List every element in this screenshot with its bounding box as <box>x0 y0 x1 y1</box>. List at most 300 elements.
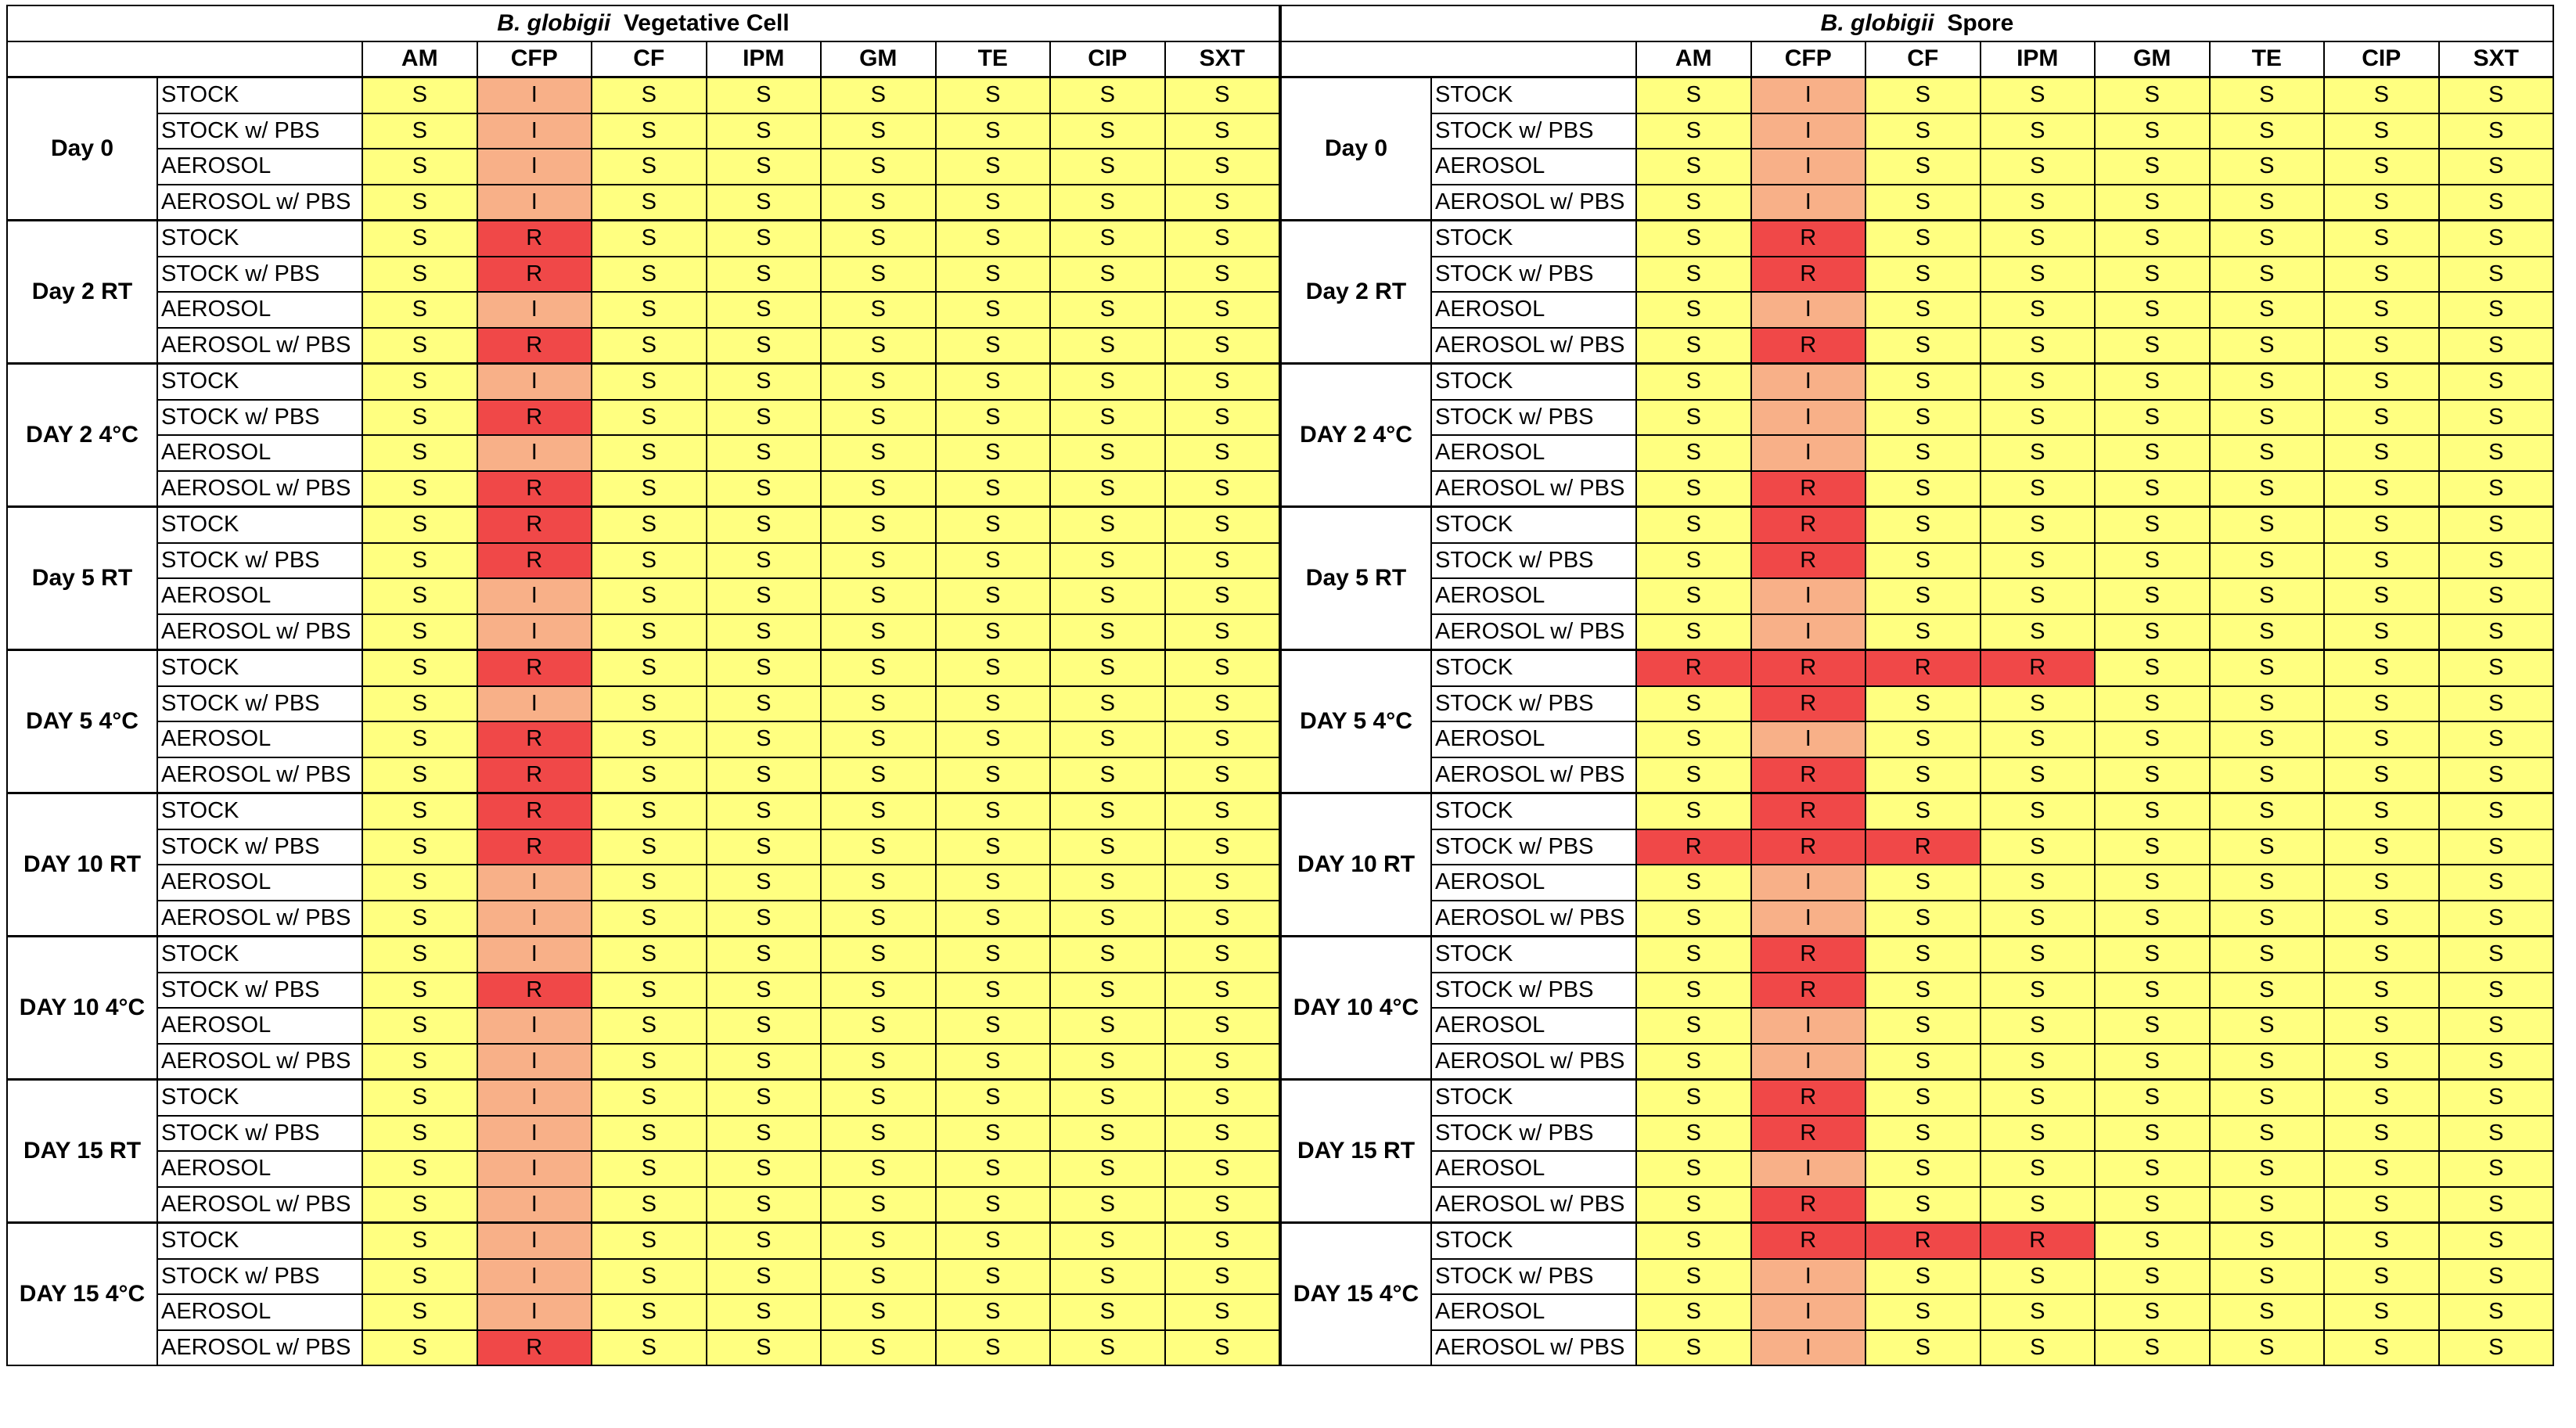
condition-label: STOCK w/ PBS <box>1431 543 1636 579</box>
result-cell: S <box>1050 328 1165 364</box>
result-cell: S <box>1050 937 1165 973</box>
result-cell: S <box>2095 1187 2210 1223</box>
result-cell: S <box>1981 901 2096 937</box>
condition-label: STOCK w/ PBS <box>1431 1259 1636 1295</box>
result-cell: S <box>2210 1223 2325 1259</box>
result-cell: S <box>1165 793 1280 829</box>
table-row <box>7 1080 1279 1116</box>
result-cell: S <box>936 507 1051 543</box>
condition-label: STOCK <box>157 793 362 829</box>
condition-label: AEROSOL <box>157 1294 362 1330</box>
result-cell: R <box>1981 650 2096 686</box>
result-cell: S <box>2210 1008 2325 1044</box>
result-cell: S <box>2095 865 2210 901</box>
result-cell: S <box>936 757 1051 793</box>
result-cell: S <box>707 686 822 722</box>
result-cell: S <box>936 400 1051 436</box>
result-cell: S <box>2095 1044 2210 1080</box>
condition-label: AEROSOL <box>1431 578 1636 614</box>
table-row <box>1281 865 2553 901</box>
condition-label: AEROSOL w/ PBS <box>1431 471 1636 507</box>
result-cell: S <box>2324 1044 2439 1080</box>
table-row <box>7 793 1279 829</box>
condition-label: STOCK w/ PBS <box>1431 400 1636 436</box>
result-cell: S <box>2439 793 2554 829</box>
antibiotic-header: CF <box>592 41 707 77</box>
result-cell: S <box>592 937 707 973</box>
condition-label: STOCK <box>157 937 362 973</box>
result-cell: S <box>2095 185 2210 221</box>
result-cell: S <box>2095 507 2210 543</box>
result-cell: I <box>1751 113 1866 149</box>
result-cell: R <box>477 507 592 543</box>
result-cell: S <box>592 328 707 364</box>
result-cell: S <box>821 149 936 185</box>
result-cell: S <box>1865 543 1981 579</box>
table-row <box>1281 757 2553 793</box>
result-cell: S <box>362 257 477 293</box>
table-row <box>7 400 1279 436</box>
result-cell: S <box>1981 1187 2096 1223</box>
table-row <box>1281 901 2553 937</box>
day-label: Day 2 RT <box>1281 221 1431 364</box>
result-cell: S <box>2439 1116 2554 1152</box>
result-cell: S <box>1165 185 1280 221</box>
result-cell: S <box>2324 757 2439 793</box>
result-cell: S <box>2095 686 2210 722</box>
result-cell: S <box>1981 1008 2096 1044</box>
result-cell: S <box>362 113 477 149</box>
result-cell: S <box>1636 721 1751 757</box>
table-row <box>7 543 1279 579</box>
result-cell: S <box>1865 1008 1981 1044</box>
result-cell: S <box>936 650 1051 686</box>
condition-label: STOCK w/ PBS <box>1431 113 1636 149</box>
result-cell: S <box>1636 149 1751 185</box>
result-cell: R <box>477 328 592 364</box>
result-cell: S <box>2324 793 2439 829</box>
result-cell: I <box>477 185 592 221</box>
result-cell: S <box>1636 328 1751 364</box>
result-cell: S <box>1981 1330 2096 1366</box>
result-cell: S <box>2095 1116 2210 1152</box>
result-cell: S <box>707 435 822 471</box>
result-cell: S <box>2210 77 2325 113</box>
result-cell: S <box>1865 1294 1981 1330</box>
result-cell: S <box>936 829 1051 865</box>
condition-label: AEROSOL w/ PBS <box>1431 614 1636 650</box>
result-cell: S <box>2439 1223 2554 1259</box>
condition-label: AEROSOL <box>1431 1151 1636 1187</box>
result-cell: S <box>936 543 1051 579</box>
result-cell: I <box>1751 1259 1866 1295</box>
result-cell: S <box>707 221 822 257</box>
result-cell: S <box>821 614 936 650</box>
antibiotic-header: CF <box>1865 41 1981 77</box>
condition-label: AEROSOL <box>157 149 362 185</box>
result-cell: S <box>1981 1080 2096 1116</box>
condition-label: AEROSOL w/ PBS <box>157 185 362 221</box>
day-label: DAY 15 RT <box>1281 1080 1431 1223</box>
result-cell: S <box>2095 77 2210 113</box>
result-cell: S <box>592 364 707 400</box>
table-row <box>7 507 1279 543</box>
result-cell: I <box>477 1259 592 1295</box>
result-cell: S <box>2210 1151 2325 1187</box>
result-cell: S <box>1050 578 1165 614</box>
result-cell: S <box>1636 1044 1751 1080</box>
result-cell: S <box>821 1151 936 1187</box>
result-cell: S <box>2324 1008 2439 1044</box>
result-cell: S <box>2095 1259 2210 1295</box>
result-cell: R <box>1751 757 1866 793</box>
result-cell: S <box>1165 292 1280 328</box>
condition-label: STOCK w/ PBS <box>1431 1116 1636 1152</box>
result-cell: S <box>2324 578 2439 614</box>
result-cell: S <box>936 292 1051 328</box>
table-row <box>1281 364 2553 400</box>
result-cell: S <box>1636 1223 1751 1259</box>
result-cell: S <box>2210 1294 2325 1330</box>
condition-label: AEROSOL <box>157 1151 362 1187</box>
result-cell: S <box>1636 1330 1751 1366</box>
result-cell: S <box>1636 257 1751 293</box>
result-cell: S <box>592 113 707 149</box>
result-cell: S <box>1636 543 1751 579</box>
result-cell: S <box>592 400 707 436</box>
result-cell: S <box>1981 793 2096 829</box>
result-cell: S <box>2324 1223 2439 1259</box>
result-cell: S <box>362 185 477 221</box>
result-cell: S <box>1981 1116 2096 1152</box>
result-cell: S <box>1636 1151 1751 1187</box>
result-cell: S <box>1050 865 1165 901</box>
result-cell: S <box>592 257 707 293</box>
result-cell: R <box>1751 937 1866 973</box>
result-cell: S <box>1636 113 1751 149</box>
result-cell: S <box>592 973 707 1009</box>
result-cell: S <box>1865 435 1981 471</box>
table-row <box>7 1116 1279 1152</box>
result-cell: I <box>477 578 592 614</box>
table-row <box>1281 973 2553 1009</box>
table-row <box>1281 113 2553 149</box>
result-cell: S <box>821 257 936 293</box>
result-cell: R <box>1751 257 1866 293</box>
result-cell: S <box>1865 1187 1981 1223</box>
result-cell: S <box>2324 471 2439 507</box>
result-cell: S <box>1865 507 1981 543</box>
result-cell: S <box>1165 1116 1280 1152</box>
result-cell: S <box>1865 471 1981 507</box>
result-cell: S <box>707 471 822 507</box>
condition-label: AEROSOL <box>157 721 362 757</box>
result-cell: S <box>936 901 1051 937</box>
result-cell: R <box>1636 650 1751 686</box>
result-cell: S <box>2095 364 2210 400</box>
result-cell: S <box>821 77 936 113</box>
result-cell: S <box>936 1330 1051 1366</box>
result-cell: S <box>821 543 936 579</box>
result-cell: S <box>707 650 822 686</box>
result-cell: S <box>2324 221 2439 257</box>
result-cell: S <box>1636 221 1751 257</box>
result-cell: I <box>1751 292 1866 328</box>
result-cell: S <box>362 149 477 185</box>
condition-label: STOCK <box>1431 77 1636 113</box>
result-cell: S <box>821 757 936 793</box>
table-row <box>1281 435 2553 471</box>
panel-title <box>7 5 1279 41</box>
table-row <box>1281 614 2553 650</box>
result-cell: S <box>1865 292 1981 328</box>
result-cell: S <box>707 865 822 901</box>
condition-label: AEROSOL w/ PBS <box>157 1187 362 1223</box>
result-cell: R <box>477 257 592 293</box>
result-cell: S <box>1165 937 1280 973</box>
table-row <box>1281 650 2553 686</box>
condition-label: STOCK <box>157 77 362 113</box>
result-cell: S <box>1050 1259 1165 1295</box>
result-cell: S <box>1865 793 1981 829</box>
result-cell: S <box>1865 1116 1981 1152</box>
result-cell: S <box>2095 937 2210 973</box>
result-cell: S <box>362 901 477 937</box>
result-cell: I <box>1751 1294 1866 1330</box>
antibiotic-header: CFP <box>477 41 592 77</box>
result-cell: S <box>821 1187 936 1223</box>
result-cell: S <box>1636 614 1751 650</box>
result-cell: S <box>2324 1294 2439 1330</box>
result-cell: S <box>2210 149 2325 185</box>
condition-label: STOCK <box>1431 364 1636 400</box>
result-cell: R <box>1751 686 1866 722</box>
result-cell: S <box>1165 757 1280 793</box>
result-cell: S <box>707 614 822 650</box>
result-cell: S <box>2439 1080 2554 1116</box>
result-cell: S <box>1865 686 1981 722</box>
result-cell: S <box>821 650 936 686</box>
result-cell: S <box>1981 113 2096 149</box>
result-cell: S <box>2210 185 2325 221</box>
result-cell: R <box>477 400 592 436</box>
result-cell: S <box>2439 901 2554 937</box>
result-cell: R <box>477 221 592 257</box>
result-cell: S <box>1165 721 1280 757</box>
table-row <box>1281 471 2553 507</box>
result-cell: S <box>2439 543 2554 579</box>
result-cell: S <box>1981 1044 2096 1080</box>
condition-label: STOCK w/ PBS <box>157 113 362 149</box>
result-cell: S <box>1165 1080 1280 1116</box>
antibiotic-header: CIP <box>2324 41 2439 77</box>
result-cell: I <box>477 1080 592 1116</box>
result-cell: S <box>362 1259 477 1295</box>
result-cell: I <box>477 614 592 650</box>
antibiotic-header: TE <box>2210 41 2325 77</box>
result-cell: S <box>1050 400 1165 436</box>
result-cell: S <box>2439 578 2554 614</box>
result-cell: S <box>592 1008 707 1044</box>
result-cell: R <box>1751 793 1866 829</box>
condition-label: AEROSOL <box>157 435 362 471</box>
result-cell: S <box>2095 1008 2210 1044</box>
result-cell: S <box>707 1080 822 1116</box>
antibiotic-header: TE <box>936 41 1051 77</box>
result-cell: S <box>362 1223 477 1259</box>
condition-label: STOCK w/ PBS <box>157 1116 362 1152</box>
result-cell: S <box>707 721 822 757</box>
condition-label: STOCK w/ PBS <box>157 1259 362 1295</box>
result-cell: S <box>592 292 707 328</box>
result-cell: S <box>592 185 707 221</box>
day-label: DAY 2 4°C <box>7 364 157 507</box>
result-cell: S <box>936 149 1051 185</box>
table-row <box>1281 292 2553 328</box>
result-cell: S <box>1165 1044 1280 1080</box>
table-row <box>7 721 1279 757</box>
result-cell: S <box>1636 507 1751 543</box>
result-cell: S <box>707 973 822 1009</box>
condition-label: AEROSOL <box>157 1008 362 1044</box>
condition-label: AEROSOL w/ PBS <box>1431 1330 1636 1366</box>
condition-label: STOCK <box>157 1223 362 1259</box>
result-cell: S <box>1165 1008 1280 1044</box>
result-cell: S <box>2210 1116 2325 1152</box>
result-cell: S <box>592 793 707 829</box>
result-cell: S <box>1165 1223 1280 1259</box>
result-cell: S <box>1865 1044 1981 1080</box>
result-cell: S <box>2210 113 2325 149</box>
result-cell: S <box>707 1151 822 1187</box>
result-cell: S <box>592 865 707 901</box>
result-cell: S <box>936 973 1051 1009</box>
result-cell: S <box>821 865 936 901</box>
antibiotic-header: IPM <box>1981 41 2096 77</box>
result-cell: S <box>936 435 1051 471</box>
antibiotic-header: SXT <box>2439 41 2554 77</box>
table-row <box>1281 1008 2553 1044</box>
result-cell: S <box>936 686 1051 722</box>
result-cell: S <box>1981 829 2096 865</box>
result-cell: S <box>2439 1187 2554 1223</box>
result-cell: S <box>1981 185 2096 221</box>
result-cell: I <box>477 1044 592 1080</box>
result-cell: I <box>477 937 592 973</box>
result-cell: S <box>1981 435 2096 471</box>
result-cell: S <box>2095 435 2210 471</box>
result-cell: S <box>821 1080 936 1116</box>
result-cell: S <box>1165 901 1280 937</box>
result-cell: S <box>821 901 936 937</box>
result-cell: S <box>592 614 707 650</box>
result-cell: I <box>1751 149 1866 185</box>
result-cell: I <box>1751 614 1866 650</box>
result-cell: S <box>592 1080 707 1116</box>
condition-label: AEROSOL w/ PBS <box>157 1330 362 1366</box>
result-cell: S <box>1636 400 1751 436</box>
condition-label: STOCK <box>1431 507 1636 543</box>
result-cell: S <box>707 829 822 865</box>
result-cell: S <box>362 614 477 650</box>
result-cell: I <box>477 292 592 328</box>
result-cell: R <box>477 543 592 579</box>
result-cell: S <box>936 1116 1051 1152</box>
antibiotic-header: CFP <box>1751 41 1866 77</box>
table-row <box>7 829 1279 865</box>
day-label: DAY 2 4°C <box>1281 364 1431 507</box>
result-cell: S <box>1050 543 1165 579</box>
condition-label: AEROSOL w/ PBS <box>157 901 362 937</box>
condition-label: AEROSOL <box>157 865 362 901</box>
result-cell: I <box>477 1223 592 1259</box>
result-cell: S <box>362 578 477 614</box>
result-cell: S <box>2210 650 2325 686</box>
result-cell: S <box>1636 865 1751 901</box>
result-cell: S <box>1865 1151 1981 1187</box>
result-cell: S <box>2095 328 2210 364</box>
result-cell: S <box>936 1008 1051 1044</box>
condition-label: AEROSOL <box>157 578 362 614</box>
condition-label: AEROSOL <box>157 292 362 328</box>
condition-label: AEROSOL w/ PBS <box>1431 757 1636 793</box>
table-row <box>7 937 1279 973</box>
result-cell: S <box>821 1116 936 1152</box>
result-cell: S <box>592 1116 707 1152</box>
result-cell: S <box>1981 614 2096 650</box>
susceptibility-sheet <box>6 5 2554 1366</box>
result-cell: I <box>477 865 592 901</box>
result-cell: S <box>2210 721 2325 757</box>
result-cell: S <box>2324 435 2439 471</box>
result-cell: S <box>2210 257 2325 293</box>
result-cell: S <box>1865 578 1981 614</box>
result-cell: I <box>477 1294 592 1330</box>
result-cell: S <box>2439 757 2554 793</box>
result-cell: S <box>1165 77 1280 113</box>
result-cell: S <box>2095 1080 2210 1116</box>
result-cell: S <box>2095 221 2210 257</box>
result-cell: S <box>707 292 822 328</box>
result-cell: R <box>477 793 592 829</box>
result-cell: I <box>1751 435 1866 471</box>
result-cell: S <box>707 1116 822 1152</box>
day-label: DAY 10 4°C <box>7 937 157 1080</box>
result-cell: S <box>2439 937 2554 973</box>
result-cell: S <box>707 400 822 436</box>
result-cell: S <box>821 185 936 221</box>
result-cell: S <box>1865 614 1981 650</box>
result-cell: S <box>592 1330 707 1366</box>
result-cell: S <box>821 937 936 973</box>
result-cell: S <box>2324 257 2439 293</box>
result-cell: S <box>1865 937 1981 973</box>
day-label: DAY 5 4°C <box>7 650 157 793</box>
condition-label: STOCK <box>1431 221 1636 257</box>
result-cell: S <box>821 113 936 149</box>
result-cell: S <box>2324 328 2439 364</box>
result-cell: R <box>1751 221 1866 257</box>
table-row <box>7 650 1279 686</box>
result-cell: S <box>2095 113 2210 149</box>
result-cell: S <box>1165 1294 1280 1330</box>
result-cell: S <box>1981 364 2096 400</box>
result-cell: S <box>2095 1294 2210 1330</box>
result-cell: S <box>936 578 1051 614</box>
condition-label: AEROSOL w/ PBS <box>157 614 362 650</box>
condition-label: STOCK w/ PBS <box>157 829 362 865</box>
result-cell: S <box>1165 1330 1280 1366</box>
